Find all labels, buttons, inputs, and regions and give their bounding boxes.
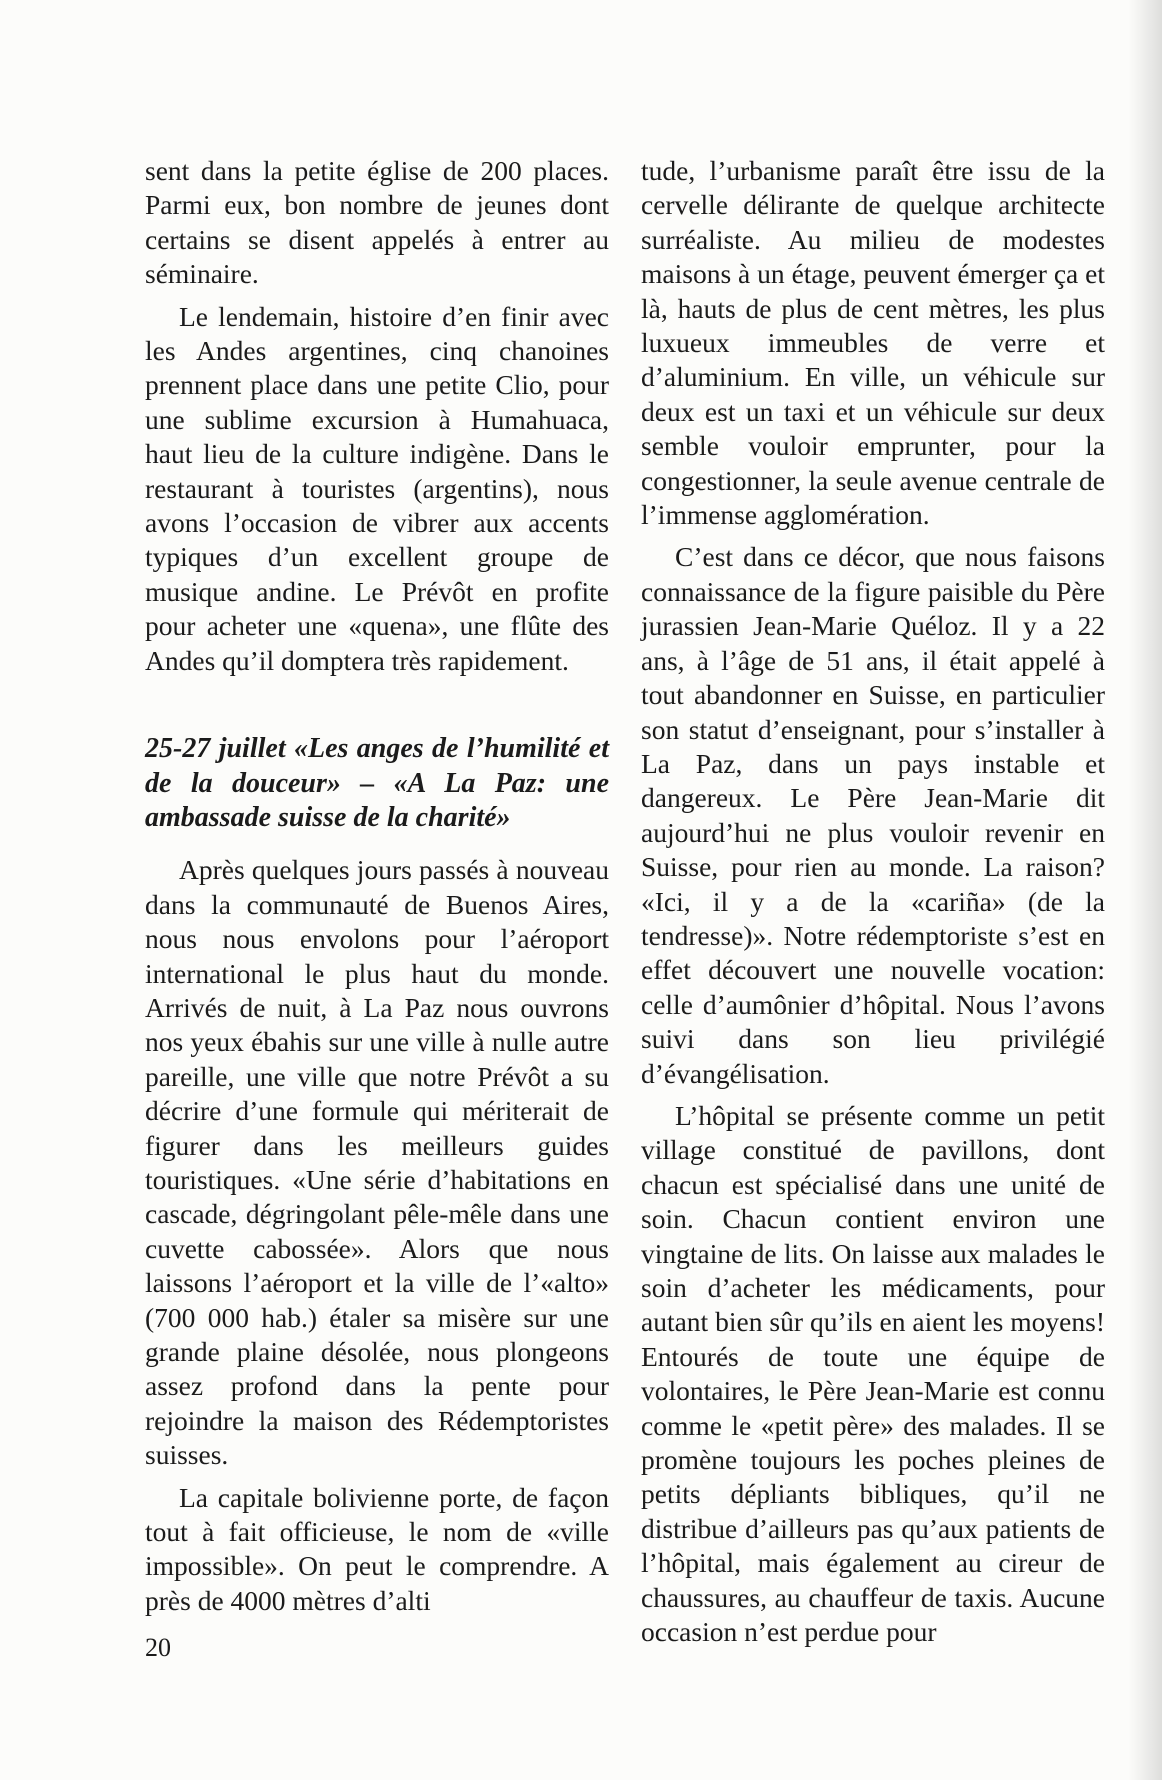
body-paragraph: Après quelques jours passés à nouveau dans la communauté de Buenos Aires, nous nous envolons pour l’aéroport international le plus haut du monde. Arrivés de nuit, à La Paz nous ouvrons nos yeux ébahis sur une ville à nulle autre pareille, une ville que notre Prévôt a su décrire d’une formule qui mériterait de figurer dans les meilleurs guides touristiques. «Une série d’habitations en cascade, dégringolant pêle-mêle dans une cuvette cabossée». Alors que nous laissons l’aéroport et la ville de l’«alto» (700 000 hab.) étaler sa misère sur une grande plaine désolée, nous plongeons assez profond dans la pente pour rejoindre la maison des Rédemptoristes suisses.	[145, 854, 609, 1471]
right-column	[641, 154, 1105, 1657]
page-edge-shadow	[1128, 0, 1162, 1780]
body-paragraph: C’est dans ce décor, que nous faisons connaissance de la figure paisible du Père jurassien Jean-Marie Quéloz. Il y a 22 ans, à l’âge de 51 ans, il était appelé à tout abandonner en Suisse, en particulier son statut d’enseignant, pour s’installer à La Paz, dans un pays instable et dangereux. Le Père Jean-Marie dit aujourd’hui ne plus vouloir revenir en Suisse, pour rien au monde. La raison? «Ici, il y a de la «cariña» (de la tendresse)». Notre rédemptoriste s’est en effet découvert une nouvelle vocation: celle d’aumônier d’hôpital. Nous l’avons suivi dans son lieu privilégié d’évangélisation.	[641, 541, 1105, 1089]
body-paragraph: tude, l’urbanisme paraît être issu de la cervelle délirante de quelque architecte surréaliste. Au milieu de modestes maisons à un étage, peuvent émerger ça et là, hauts de plus de cent mètres, les plus luxueux immeubles de verre et d’aluminium. En ville, un véhicule sur deux est un taxi et un véhicule sur deux semble vouloir emprunter, pour la congestionner, la seule avenue centrale de l’immense agglomération.	[641, 155, 1105, 531]
section-heading: 25-27 juillet «Les anges de l’humilité et de la douceur» – «A La Paz: une ambassade suisse de la charité»	[145, 733, 609, 833]
body-paragraph: Le lendemain, histoire d’en finir avec les Andes argentines, cinq chanoines prennent place dans une petite Clio, pour une sublime excursion à Humahuaca, haut lieu de la culture indigène. Dans le restaurant à touristes (argentins), nous avons l’occasion de vibrer aux accents typiques d’un excellent groupe de musique andine. Le Prévôt en profite pour acheter une «quena», une flûte des Andes qu’il domptera très rapidement.	[145, 300, 609, 676]
body-paragraph: La capitale bolivienne porte, de façon tout à fait officieuse, le nom de «ville impossible». On peut le comprendre. A près de 4000 mètres d’alti	[145, 1481, 609, 1616]
page-number: 20	[145, 1633, 171, 1662]
body-paragraph: L’hôpital se présente comme un petit village constitué de pavillons, dont chacun est spécialisé dans une unité de soin. Chacun contient environ une vingtaine de lits. On laisse aux malades le soin d’acheter les médicaments, pour autant bien sûr qu’ils en aient les moyens! Entourés de toute une équipe de volontaires, le Père Jean-Marie est connu comme le «petit père» des malades. Il se promène toujours les poches pleines de petits dépliants bibliques, qu’il ne distribue d’ailleurs pas qu’aux patients de l’hôpital, mais également au cireur de chaussures, au chauffeur de taxis. Aucune occasion n’est perdue pour	[641, 1099, 1105, 1648]
body-paragraph: sent dans la petite église de 200 places. Parmi eux, bon nombre de jeunes dont certains se disent appelés à entrer au séminaire.	[145, 155, 609, 290]
left-column	[145, 154, 609, 1626]
